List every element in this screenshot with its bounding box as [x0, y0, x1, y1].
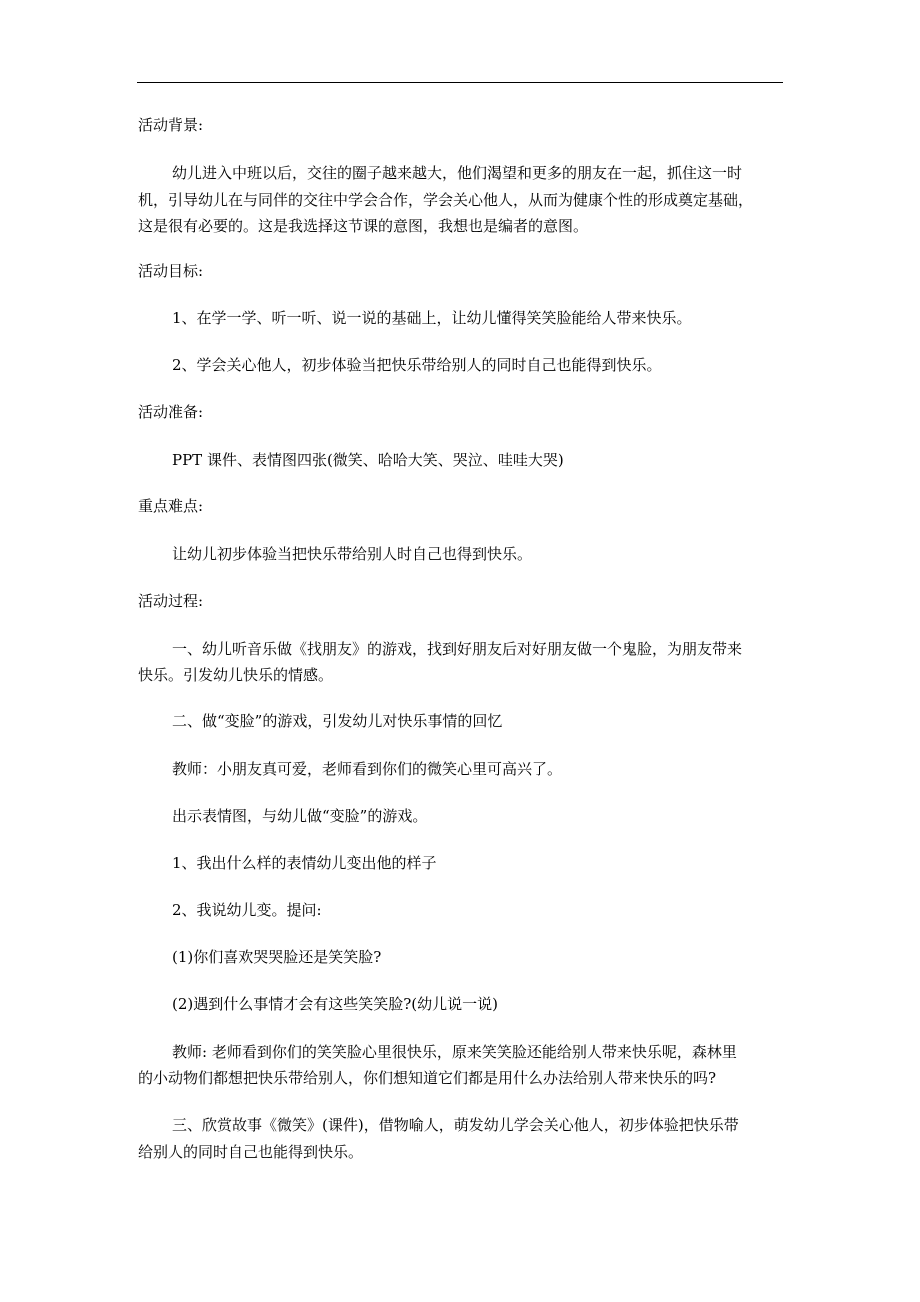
heading-key-points: 重点难点: [138, 497, 204, 515]
header-rule [137, 82, 783, 83]
paragraph-line: 给别人的同时自己也能得到快乐。 [138, 1143, 364, 1161]
paragraph-line: 快乐。引发幼儿快乐的情感。 [138, 666, 334, 684]
paragraph-line: PPT 课件、表情图四张(微笑、哈哈大笑、哭泣、哇哇大哭) [172, 451, 564, 469]
paragraph-line: 教师：小朋友真可爱，老师看到你们的微笑心里可高兴了。 [172, 760, 563, 778]
paragraph-line: 教师: 老师看到你们的笑笑脸心里很快乐，原来笑笑脸还能给别人带来快乐呢，森林里 [172, 1043, 737, 1061]
paragraph-line: 二、做“变脸”的游戏，引发幼儿对快乐事情的回忆 [172, 712, 503, 730]
list-item: 2、我说幼儿变。提问: [172, 901, 322, 919]
heading-process: 活动过程: [138, 592, 204, 610]
heading-background: 活动背景: [138, 116, 204, 134]
list-item: (1)你们喜欢哭哭脸还是笑笑脸? [172, 948, 382, 966]
list-item: 1、我出什么样的表情幼儿变出他的样子 [172, 854, 437, 872]
paragraph-line: 让幼儿初步体验当把快乐带给别人时自己也得到快乐。 [172, 545, 533, 563]
paragraph-line: 幼儿进入中班以后，交往的圈子越来越大，他们渴望和更多的朋友在一起，抓住这一时 [172, 164, 743, 182]
heading-goals: 活动目标: [138, 262, 204, 280]
goal-item: 1、在学一学、听一听、说一说的基础上，让幼儿懂得笑笑脸能给人带来快乐。 [172, 309, 692, 327]
paragraph-line: 一、幼儿听音乐做《找朋友》的游戏，找到好朋友后对好朋友做一个鬼脸，为朋友带来 [172, 640, 743, 658]
heading-preparation: 活动准备: [138, 403, 204, 421]
paragraph-line: 三、欣赏故事《微笑》(课件)，借物喻人，萌发幼儿学会关心他人，初步体验把快乐带 [172, 1116, 739, 1134]
goal-item: 2、学会关心他人，初步体验当把快乐带给别人的同时自己也能得到快乐。 [172, 356, 662, 374]
paragraph-line: 这是很有必要的。这是我选择这节课的意图，我想也是编者的意图。 [138, 217, 589, 235]
paragraph-line: 机，引导幼儿在与同伴的交往中学会合作，学会关心他人，从而为健康个性的形成奠定基础， [138, 191, 754, 209]
paragraph-line: 的小动物们都想把快乐带给别人，你们想知道它们都是用什么办法给别人带来快乐的吗? [138, 1069, 717, 1087]
paragraph-line: 出示表情图，与幼儿做“变脸”的游戏。 [172, 807, 428, 825]
list-item: (2)遇到什么事情才会有这些笑笑脸?(幼儿说一说) [172, 995, 498, 1013]
